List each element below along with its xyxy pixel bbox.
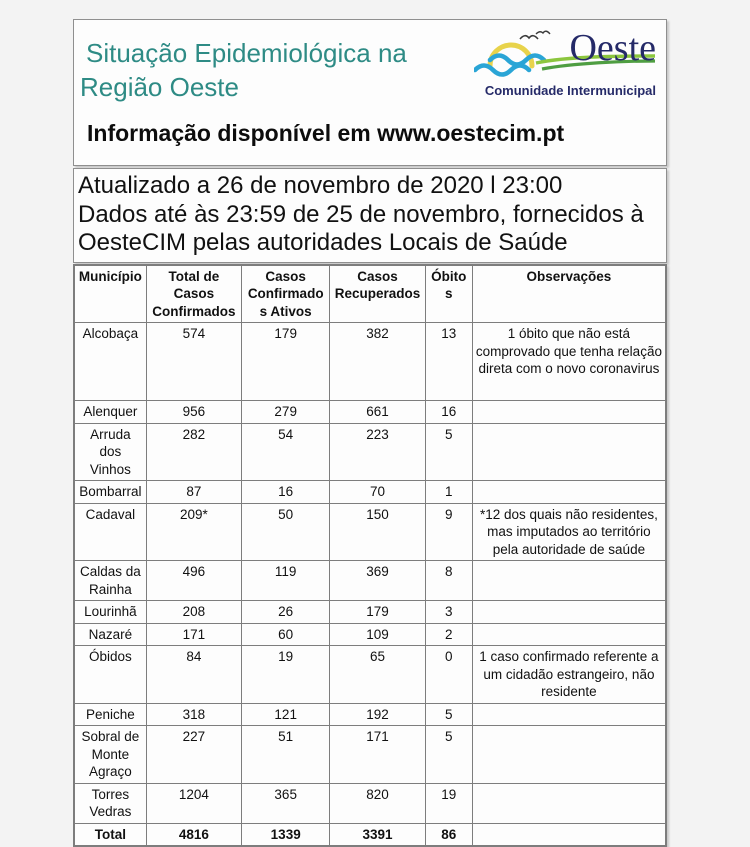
cell-ativos: 50 <box>242 503 330 561</box>
cell-total: 956 <box>146 401 241 424</box>
cell-total-label: Total <box>74 823 146 846</box>
cell-ativos: 19 <box>242 646 330 704</box>
cell-total: 227 <box>146 726 241 784</box>
cell-ativos: 60 <box>242 623 330 646</box>
column-header-municipio: Município <box>74 265 146 323</box>
cell-ativos: 365 <box>242 783 330 823</box>
cell-observacoes <box>472 783 666 823</box>
cell-total-recuperados: 3391 <box>330 823 425 846</box>
logo-bird2-icon <box>536 31 550 34</box>
cell-obitos: 3 <box>425 601 472 624</box>
cell-ativos: 119 <box>242 561 330 601</box>
cell-observacoes <box>472 623 666 646</box>
logo-subtitle: Comunidade Intermunicipal <box>474 83 656 98</box>
logo-bird-icon <box>520 36 538 39</box>
cell-ativos: 121 <box>242 703 330 726</box>
cell-recuperados: 192 <box>330 703 425 726</box>
table-row <box>74 783 666 823</box>
cell-observacoes <box>472 401 666 424</box>
update-line1: Atualizado a 26 de novembro de 2020 l 23:00 <box>78 172 660 201</box>
cell-total-ativos: 1339 <box>242 823 330 846</box>
table-header-row <box>74 265 666 323</box>
column-header-recuperados: Casos Recuperados <box>330 265 425 323</box>
cell-obitos: 5 <box>425 423 472 481</box>
cell-municipio: Bombarral <box>74 481 146 504</box>
cell-recuperados: 109 <box>330 623 425 646</box>
cell-observacoes <box>472 726 666 784</box>
logo-wordmark: Oeste <box>569 26 656 70</box>
cell-municipio: Alcobaça <box>74 323 146 401</box>
cell-obitos: 5 <box>425 703 472 726</box>
cell-recuperados: 171 <box>330 726 425 784</box>
page-title-line1: Situação Epidemiológica na <box>86 36 407 70</box>
table-row <box>74 323 666 401</box>
column-header-total: Total de Casos Confirmados <box>146 265 241 323</box>
cell-obitos: 2 <box>425 623 472 646</box>
cell-municipio: Lourinhã <box>74 601 146 624</box>
cell-obitos: 0 <box>425 646 472 704</box>
cell-total: 84 <box>146 646 241 704</box>
cell-recuperados: 65 <box>330 646 425 704</box>
cell-total: 87 <box>146 481 241 504</box>
cell-total-observacoes <box>472 823 666 846</box>
cell-total: 282 <box>146 423 241 481</box>
cell-obitos: 13 <box>425 323 472 401</box>
cell-total: 574 <box>146 323 241 401</box>
cell-total: 496 <box>146 561 241 601</box>
table-row <box>74 423 666 481</box>
cell-observacoes <box>472 601 666 624</box>
table-row <box>74 703 666 726</box>
oestecim-logo-graphic <box>474 30 656 80</box>
cell-total: 209* <box>146 503 241 561</box>
cell-municipio: Torres Vedras <box>74 783 146 823</box>
page-title-line2: Região Oeste <box>80 70 407 104</box>
cell-ativos: 179 <box>242 323 330 401</box>
cell-observacoes <box>472 561 666 601</box>
cell-obitos: 5 <box>425 726 472 784</box>
cell-obitos: 16 <box>425 401 472 424</box>
cell-recuperados: 223 <box>330 423 425 481</box>
cell-obitos: 8 <box>425 561 472 601</box>
cell-ativos: 51 <box>242 726 330 784</box>
cell-obitos: 9 <box>425 503 472 561</box>
cell-ativos: 279 <box>242 401 330 424</box>
cell-total: 171 <box>146 623 241 646</box>
cell-municipio: Arruda dos Vinhos <box>74 423 146 481</box>
oestecim-logo <box>474 30 656 98</box>
update-line2: Dados até às 23:59 de 25 de novembro, fornecidos à OesteCIM pelas autoridades Locais de Saúde <box>78 201 660 258</box>
covid-data-table <box>73 264 667 847</box>
cell-observacoes: 1 óbito que não está comprovado que tenha relação direta com o novo coronavirus <box>472 323 666 401</box>
cell-recuperados: 369 <box>330 561 425 601</box>
cell-total: 1204 <box>146 783 241 823</box>
table-row <box>74 646 666 704</box>
cell-recuperados: 70 <box>330 481 425 504</box>
cell-observacoes <box>472 481 666 504</box>
cell-recuperados: 661 <box>330 401 425 424</box>
cell-municipio: Nazaré <box>74 623 146 646</box>
cell-ativos: 16 <box>242 481 330 504</box>
cell-ativos: 26 <box>242 601 330 624</box>
cell-observacoes: *12 dos quais não residentes, mas imputados ao território pela autoridade de saúde <box>472 503 666 561</box>
column-header-obitos: Óbitos <box>425 265 472 323</box>
cell-recuperados: 820 <box>330 783 425 823</box>
cell-municipio: Alenquer <box>74 401 146 424</box>
table-row <box>74 726 666 784</box>
cell-total-confirmados: 4816 <box>146 823 241 846</box>
header-section <box>73 19 667 166</box>
cell-observacoes <box>472 703 666 726</box>
cell-total: 208 <box>146 601 241 624</box>
cell-municipio: Caldas da Rainha <box>74 561 146 601</box>
cell-municipio: Cadaval <box>74 503 146 561</box>
update-section <box>73 168 667 263</box>
cell-recuperados: 382 <box>330 323 425 401</box>
cell-observacoes: 1 caso confirmado referente a um cidadão estrangeiro, não residente <box>472 646 666 704</box>
cell-observacoes <box>472 423 666 481</box>
bulletin-sheet <box>73 19 667 847</box>
table-row <box>74 623 666 646</box>
table-body <box>74 323 666 824</box>
page-title <box>86 36 407 104</box>
cell-municipio: Peniche <box>74 703 146 726</box>
cell-obitos: 1 <box>425 481 472 504</box>
column-header-ativos: Casos Confirmados Ativos <box>242 265 330 323</box>
cell-total-obitos: 86 <box>425 823 472 846</box>
logo-wave-top-icon <box>490 56 544 65</box>
table-row <box>74 481 666 504</box>
logo-wave-bottom-icon <box>475 66 529 75</box>
cell-municipio: Sobral de Monte Agraço <box>74 726 146 784</box>
cell-recuperados: 150 <box>330 503 425 561</box>
table-row <box>74 561 666 601</box>
info-line: Informação disponível em www.oestecim.pt <box>87 120 656 147</box>
cell-ativos: 54 <box>242 423 330 481</box>
cell-obitos: 19 <box>425 783 472 823</box>
table-row <box>74 503 666 561</box>
column-header-observacoes: Observações <box>472 265 666 323</box>
table-row <box>74 601 666 624</box>
cell-municipio: Óbidos <box>74 646 146 704</box>
cell-recuperados: 179 <box>330 601 425 624</box>
table-total-row <box>74 823 666 846</box>
cell-total: 318 <box>146 703 241 726</box>
table-row <box>74 401 666 424</box>
